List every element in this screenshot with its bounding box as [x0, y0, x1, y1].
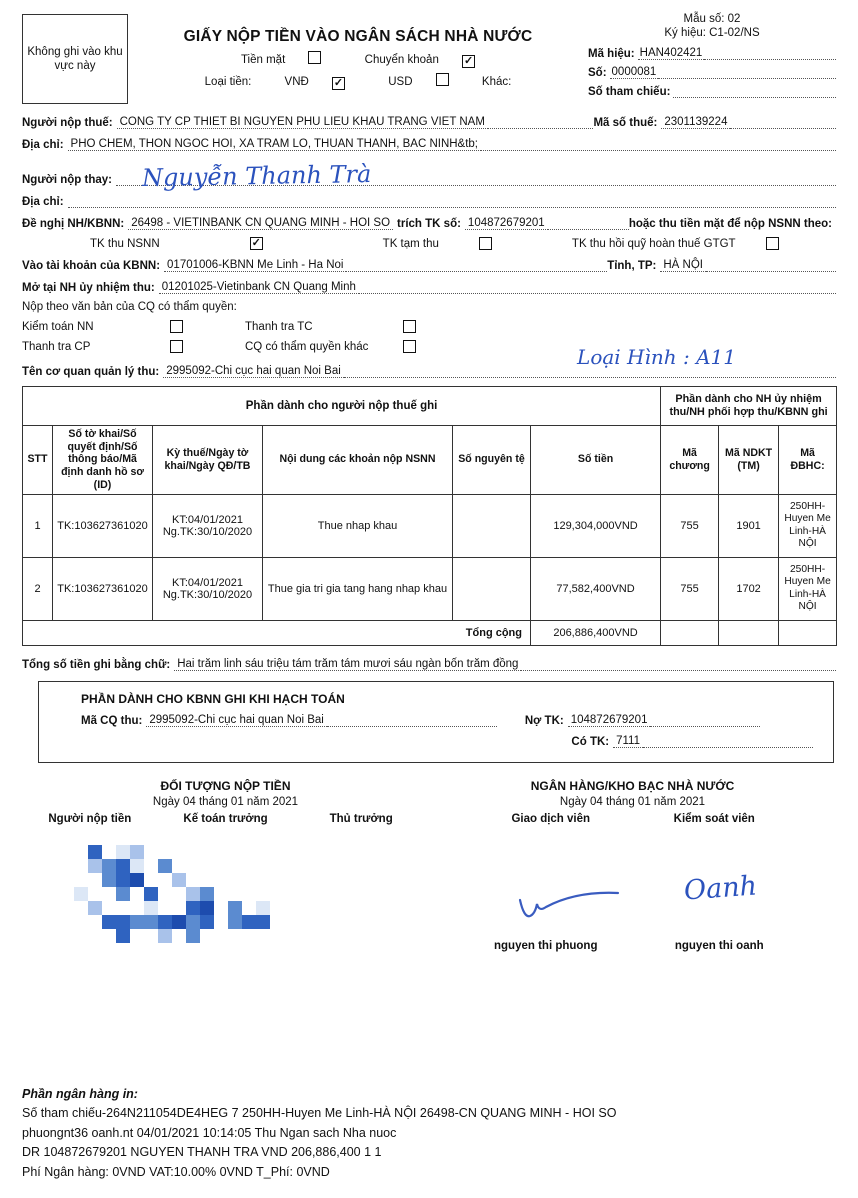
controller-signature: Oanh — [683, 870, 759, 907]
dotted-leader — [359, 281, 836, 294]
bank-print-footer — [22, 1085, 822, 1182]
controller-name: nguyen thi oanh — [674, 939, 764, 952]
header — [22, 10, 836, 104]
thanh-tra-tc-label: Thanh tra TC — [245, 320, 313, 333]
amount-in-words-row — [22, 658, 836, 671]
ma-cq-thu-label: Mã CQ thu: — [81, 714, 143, 727]
tk-tam-thu-checkbox — [479, 237, 492, 250]
cell-nguyente — [453, 557, 531, 620]
transfer-label: Chuyển khoản ✓ — [364, 54, 474, 67]
cq-khac-checkbox — [403, 340, 416, 353]
usd-checkbox — [436, 73, 449, 86]
dotted-leader — [673, 85, 836, 98]
collecting-bank-value: 01201025-Vietinbank CN Quang Minh — [159, 281, 359, 294]
table-row — [23, 494, 837, 557]
collecting-agency-value: 2995092-Chi cục hai quan Noi Bai — [163, 365, 344, 378]
dotted-leader — [346, 259, 607, 272]
thanh-tra-cp-label: Thanh tra CP — [22, 340, 91, 353]
table-row — [23, 557, 837, 620]
taxpayer-row — [22, 116, 836, 129]
cell-dbhc: 250HH-Huyen Me Linh-HÀ NỘI — [779, 494, 837, 557]
collecting-agency-label: Tên cơ quan quản lý thu: — [22, 366, 160, 378]
dotted-leader — [706, 259, 836, 272]
payer-side-roles — [22, 813, 429, 825]
currency-row — [128, 73, 588, 90]
cell-stt: 2 — [23, 557, 53, 620]
kiem-toan-checkbox — [170, 320, 183, 333]
payer-side-date: Ngày 04 tháng 01 năm 2021 — [152, 795, 299, 808]
so-row — [588, 66, 836, 79]
amount-in-words-value: Hai trăm linh sáu triệu tám trăm tám mươi sáu ngàn bốn trăm đồng — [174, 658, 521, 671]
cell-machuong: 755 — [661, 557, 719, 620]
footer-title: Phần ngân hàng in: — [22, 1087, 138, 1101]
cell-noidung: Thue gia tri gia tang hang nhap khau — [263, 557, 453, 620]
account-type-row — [22, 237, 836, 250]
col-ky: Kỳ thuế/Ngày tờ khai/Ngày QĐ/TB — [153, 426, 263, 495]
no-tk-label: Nợ TK: — [524, 714, 564, 727]
payer-signature-area — [22, 825, 429, 975]
kbnn-accounting-box — [38, 681, 834, 763]
bank-signature-area — [429, 825, 836, 975]
col-id: Số tờ khai/Số quyết định/Số thông báo/Mã định danh hồ sơ (ID) — [53, 426, 153, 495]
collecting-bank-label: Mở tại NH ủy nhiệm thu: — [22, 282, 155, 294]
col-noidung: Nội dung các khoản nộp NSNN — [263, 426, 453, 495]
cell-ndkt: 1702 — [719, 557, 779, 620]
empty-cell — [661, 620, 719, 645]
taxpayer-name: CONG TY CP THIET BI NGUYEN PHU LIEU KHAU TRANG VIET NAM — [117, 116, 488, 129]
so-label: Số: — [588, 66, 607, 79]
cq-khac-label: CQ có thẩm quyền khác — [245, 340, 369, 353]
address1-label: Địa chỉ: — [22, 139, 64, 151]
address2-label: Địa chỉ: — [22, 196, 64, 208]
form-symbol: Ký hiệu: C1-02/NS — [664, 27, 760, 40]
vnd-label: VNĐ ✓ — [284, 76, 344, 89]
teller-role-label: Giao dịch viên — [511, 812, 591, 825]
cell-nguyente — [453, 494, 531, 557]
tax-items-table — [22, 386, 837, 646]
dotted-leader — [704, 47, 836, 60]
dotted-leader — [481, 138, 836, 151]
no-write-box: Không ghi vào khu vực này — [22, 14, 128, 104]
bank-request-value: 26498 - VIETINBANK CN QUANG MINH - HOI SO — [128, 217, 393, 230]
ma-hieu-value: HAN402421 — [639, 46, 703, 59]
transfer-checkbox: ✓ — [463, 55, 474, 67]
total-label: Tổng cộng — [23, 620, 531, 645]
teller-signature — [514, 880, 624, 924]
col-ndkt: Mã NDKT (TM) — [719, 426, 779, 495]
amount-in-words-label: Tổng số tiền ghi bằng chữ: — [22, 658, 171, 671]
kbnn-account-value: 01701006-KBNN Me Linh - Ha Noi — [164, 259, 346, 272]
bank-side-title: NGÂN HÀNG/KHO BẠC NHÀ NƯỚC — [530, 778, 735, 793]
kbnn-credit-row — [81, 735, 813, 748]
dotted-leader — [68, 195, 836, 208]
so-value: 0000081 — [611, 65, 657, 78]
cell-dbhc: 250HH-Huyen Me Linh-HÀ NỘI — [779, 557, 837, 620]
footer-line-3: DR 104872679201 NGUYEN THANH TRA VND 206,886,400 1 1 — [22, 1145, 382, 1160]
table-right-band: Phần dành cho NH ủy nhiệm thu/NH phối hợp thu/KBNN ghi — [661, 387, 837, 426]
ma-hieu-row — [588, 47, 836, 60]
col-machuong: Mã chương — [661, 426, 719, 495]
cell-machuong: 755 — [661, 494, 719, 557]
thanh-tra-cp-checkbox — [170, 340, 183, 353]
kiem-toan-label: Kiểm toán NN — [22, 320, 94, 333]
vnd-checkbox: ✓ — [333, 77, 344, 89]
bank-request-row — [22, 217, 836, 230]
header-center — [128, 10, 588, 90]
redacted-signature-mosaic — [60, 845, 270, 943]
co-tk-value: 7111 — [613, 735, 643, 748]
province-label: Tỉnh, TP: — [607, 260, 657, 272]
form-number: Mẫu số: 02 — [683, 13, 741, 25]
cash-collect-label: hoặc thu tiền mặt để nộp NSNN theo: — [628, 218, 832, 230]
dotted-leader — [650, 714, 760, 727]
payer-signature-column — [22, 779, 429, 975]
taxpayer-label: Người nộp thuế: — [22, 117, 113, 129]
substitute-payer-row — [22, 160, 836, 192]
footer-line-1: Số tham chiếu-264N211054DE4HEG 7 250HH-Huyen Me Linh-HÀ NỘI 26498-CN QUANG MINH - HOI SO — [22, 1106, 617, 1121]
loai-hinh-handwriting: Loại Hình : A11 — [577, 345, 736, 369]
province-value: HÀ NỘI — [660, 259, 706, 272]
other-currency-label: Khác: — [481, 76, 512, 88]
dotted-leader — [327, 714, 497, 727]
bank-signer-names — [429, 940, 836, 952]
dotted-leader — [521, 658, 836, 671]
document-title: GIẤY NỘP TIỀN VÀO NGÂN SÁCH NHÀ NƯỚC — [183, 28, 533, 45]
col-nguyente: Số nguyên tệ — [453, 426, 531, 495]
cell-sotien: 77,582,400VND — [531, 557, 661, 620]
tax-code-value: 2301139224 — [661, 116, 730, 129]
kbnn-box-title: PHẦN DÀNH CHO KBNN GHI KHI HẠCH TOÁN — [81, 691, 345, 706]
address1-value: PHO CHEM, THON NGOC HOI, XA TRAM LO, THUAN THANH, BAC NINH&tb; — [68, 138, 481, 151]
tk-thu-nsnn-checkbox: ✓ — [251, 237, 261, 249]
footer-line-4: Phí Ngân hàng: 0VND VAT:10.00% 0VND T_Phí: 0VND — [22, 1164, 330, 1179]
co-tk-label: Có TK: — [571, 735, 610, 748]
currency-label: Loại tiền: — [204, 76, 252, 88]
tk-thu-hoi-label: TK thu hồi quỹ hoàn thuế GTGT — [571, 237, 736, 250]
debit-account-value: 104872679201 — [465, 217, 548, 230]
usd-label: USD — [378, 76, 458, 88]
debit-account-label: trích TK số: — [397, 218, 461, 230]
director-role-label: Thủ trưởng — [329, 812, 393, 825]
bank-side-roles — [429, 813, 836, 825]
kbnn-account-label: Vào tài khoản của KBNN: — [22, 260, 161, 272]
empty-cell — [779, 620, 837, 645]
no-tk-value: 104872679201 — [568, 714, 651, 727]
col-dbhc: Mã ĐBHC: — [779, 426, 837, 495]
cell-id: TK:103627361020 — [53, 557, 153, 620]
cell-sotien: 129,304,000VND — [531, 494, 661, 557]
footer-line-2: phuongnt36 oanh.nt 04/01/2021 10:14:05 Thu Ngan sach Nha nuoc — [22, 1125, 397, 1140]
kbnn-agency-row — [81, 714, 813, 727]
bank-request-label: Đề nghị NH/KBNN: — [22, 218, 125, 230]
tk-thu-nsnn-label: TK thu NSNN — [90, 237, 160, 250]
address1-row — [22, 138, 836, 151]
authority-doc-label: Nộp theo văn bản của CQ có thẩm quyền: — [22, 301, 237, 313]
empty-cell — [719, 620, 779, 645]
header-right — [588, 10, 836, 98]
so-tham-chieu-label: Số tham chiếu: — [588, 85, 671, 98]
cash-checkbox — [308, 51, 321, 64]
so-tham-chieu-row — [588, 85, 836, 98]
cell-noidung: Thue nhap khau — [263, 494, 453, 557]
substitute-payer-label: Người nộp thay: — [22, 174, 112, 186]
dotted-leader — [488, 116, 594, 129]
ma-hieu-label: Mã hiệu: — [588, 47, 635, 60]
payment-method-row — [128, 51, 588, 68]
col-stt: STT — [23, 426, 53, 495]
cell-id: TK:103627361020 — [53, 494, 153, 557]
dotted-leader — [548, 217, 629, 230]
teller-name: nguyen thi phuong — [494, 939, 598, 952]
address2-row — [22, 195, 836, 208]
authority-row-1 — [22, 320, 836, 333]
cell-ky: KT:04/01/2021 Ng.TK:30/10/2020 — [153, 494, 263, 557]
col-sotien: Số tiền — [531, 426, 661, 495]
tax-code-label: Mã số thuế: — [593, 117, 658, 129]
dotted-leader — [643, 735, 813, 748]
collecting-bank-row — [22, 281, 836, 294]
signature-section — [22, 779, 836, 975]
payer-side-title: ĐỐI TƯỢNG NỘP TIỀN — [160, 778, 291, 793]
dotted-leader — [658, 66, 836, 79]
total-amount: 206,886,400VND — [531, 620, 661, 645]
bank-signature-column — [429, 779, 836, 975]
ma-cq-thu-value: 2995092-Chi cục hai quan Noi Bai — [146, 714, 327, 727]
thanh-tra-tc-checkbox — [403, 320, 416, 333]
tk-thu-hoi-checkbox — [766, 237, 779, 250]
controller-role-label: Kiểm soát viên — [673, 812, 755, 825]
total-row — [23, 620, 837, 645]
bank-side-date: Ngày 04 tháng 01 năm 2021 — [559, 795, 706, 808]
accountant-role-label: Kế toán trưởng — [183, 812, 268, 825]
cell-stt: 1 — [23, 494, 53, 557]
cell-ky: KT:04/01/2021 Ng.TK:30/10/2020 — [153, 557, 263, 620]
table-left-band: Phần dành cho người nộp thuế ghi — [23, 387, 661, 426]
kbnn-account-row — [22, 259, 836, 272]
substitute-payer-handwriting: Nguyễn Thanh Trà — [141, 160, 372, 192]
dotted-leader — [730, 116, 836, 129]
payer-role-label: Người nộp tiền — [48, 812, 132, 825]
tk-tam-thu-label: TK tạm thu — [382, 237, 439, 250]
cash-label: Tiền mặt — [231, 54, 332, 66]
cell-ndkt: 1901 — [719, 494, 779, 557]
